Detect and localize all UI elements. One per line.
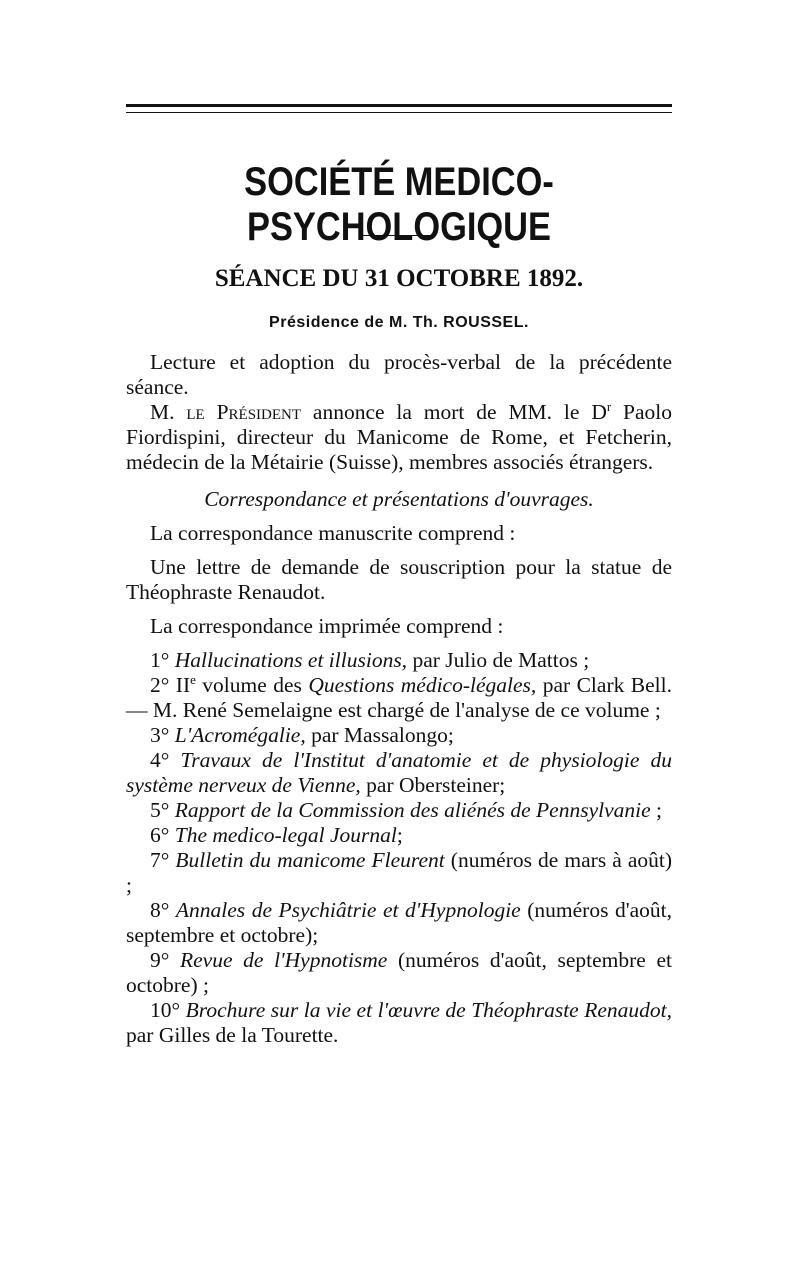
top-double-rule	[126, 104, 672, 116]
page-title: SOCIÉTÉ MEDICO-PSYCHOLOGIQUE	[244, 160, 554, 249]
list-item: 3° L'Acromégalie, par Massalongo;	[150, 723, 454, 747]
list-item: 8° Annales de Psychiâtrie et d'Hypnologie (numéros d'août, septembre et octobre);	[126, 898, 673, 947]
speaker-name: M. le Président	[150, 400, 302, 424]
paragraph-printed: La correspondance imprimée comprend :	[150, 614, 504, 638]
list-item: 7° Bulletin du manicome Fleurent (numéros de mars à août) ;	[126, 848, 673, 897]
list-item: 1° Hallucinations et illusions, par Julio de Mattos ;	[150, 648, 590, 672]
list-item: 5° Rapport de la Commission des aliénés de Pennsylvanie ;	[150, 798, 663, 822]
section-heading: Correspondance et présentations d'ouvrages.	[204, 487, 594, 511]
list-item: 4° Travaux de l'Institut d'anatomie et de physiologie du système nerveux de Vienne, par Obersteiner;	[126, 748, 672, 797]
list-item: 2° IIe volume des Questions médico-légales, par Clark Bell. — M. René Semelaigne est chargé de l'analyse de ce volume ;	[126, 672, 672, 722]
title-divider	[362, 235, 434, 236]
paragraph-minutes: Lecture et adoption du procès-verbal de la précédente séance.	[126, 350, 672, 399]
list-item: 10° Brochure sur la vie et l'œuvre de Théophraste Renaudot, par Gilles de la Tourette.	[126, 998, 672, 1047]
article-body	[126, 350, 672, 1048]
presidency-line: Présidence de M. Th. ROUSSEL.	[269, 314, 529, 331]
list-item: 6° The medico-legal Journal;	[150, 823, 403, 847]
session-date-heading: SÉANCE DU 31 OCTOBRE 1892.	[214, 265, 584, 292]
paragraph-letter: Une lettre de demande de souscription pour la statue de Théophraste Renaudot.	[126, 555, 672, 604]
paragraph-deaths: M. le Président annonce la mort de MM. le $D^r$ Paolo Fiordispini, directeur du Manicome de Rome, et Fetcherin, médecin de la Métairie (Suisse), membres associés étrangers.	[126, 399, 672, 474]
paragraph-manuscript: La correspondance manuscrite comprend :	[150, 521, 516, 545]
list-item: 9° Revue de l'Hypnotisme (numéros d'août, septembre et octobre) ;	[126, 948, 672, 997]
